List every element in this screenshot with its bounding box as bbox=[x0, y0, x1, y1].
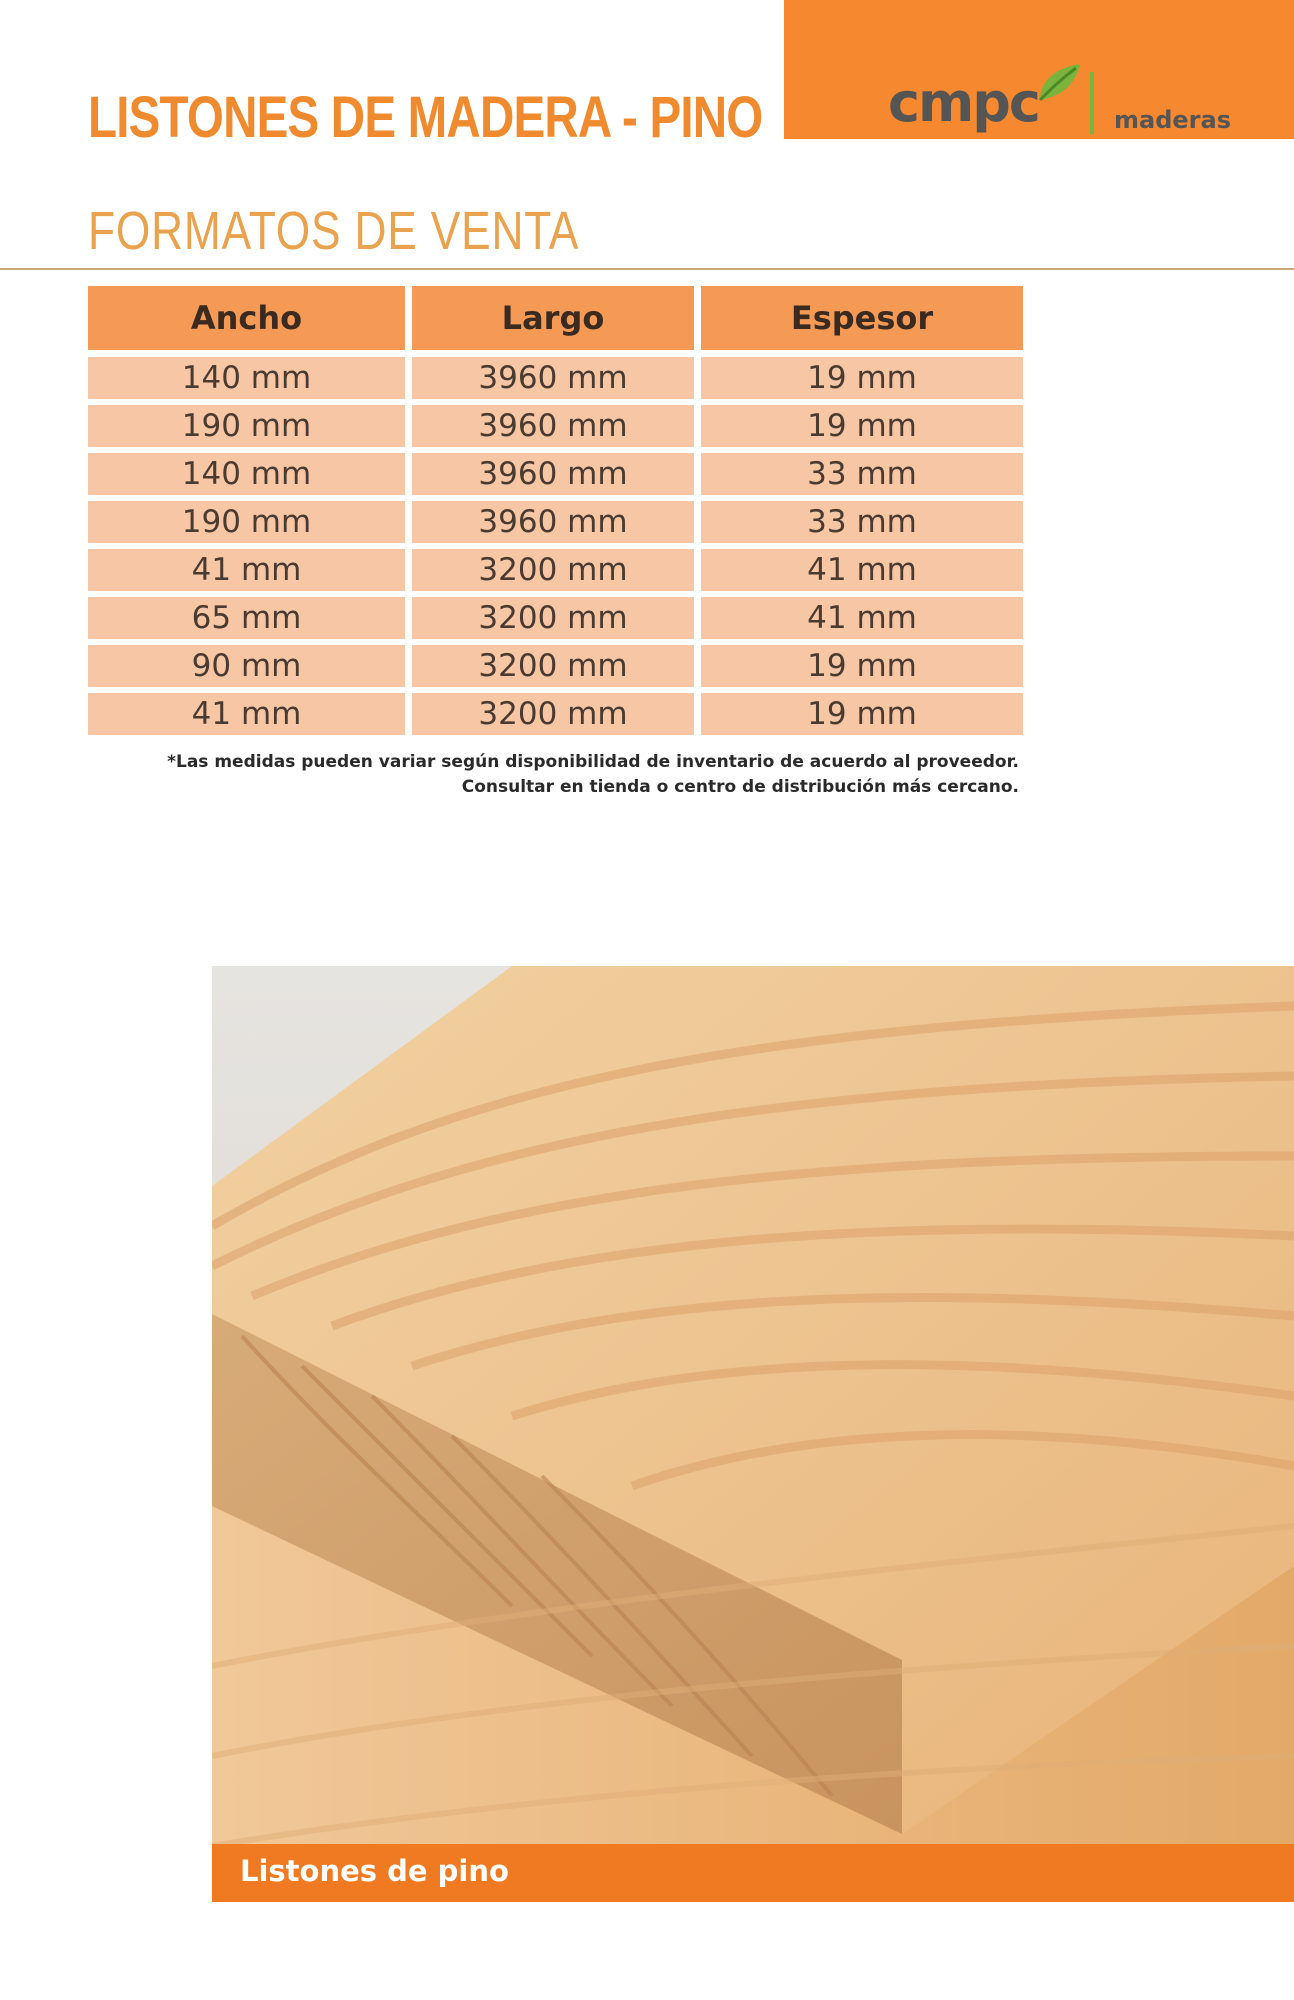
cell-largo: 3200 mm bbox=[412, 693, 694, 735]
pine-plank-illustration bbox=[212, 966, 1294, 1902]
leaf-icon bbox=[1036, 60, 1084, 102]
disclaimer-line-1: *Las medidas pueden variar según disponibilidad de inventario de acuerdo al proveedor. bbox=[167, 752, 1019, 772]
header-largo: Largo bbox=[412, 286, 694, 350]
cell-espesor: 19 mm bbox=[701, 693, 1023, 735]
table-row bbox=[88, 357, 1023, 399]
brand-divider bbox=[1090, 72, 1094, 134]
cell-espesor: 41 mm bbox=[701, 549, 1023, 591]
table-row bbox=[88, 597, 1023, 639]
disclaimer-note bbox=[167, 750, 1019, 800]
table-row bbox=[88, 645, 1023, 687]
brand-header bbox=[784, 0, 1294, 139]
cell-espesor: 41 mm bbox=[701, 597, 1023, 639]
table-row bbox=[88, 549, 1023, 591]
table-row bbox=[88, 693, 1023, 735]
cell-ancho: 90 mm bbox=[88, 645, 405, 687]
header-espesor: Espesor bbox=[701, 286, 1023, 350]
table-row bbox=[88, 405, 1023, 447]
cell-espesor: 33 mm bbox=[701, 501, 1023, 543]
cell-espesor: 19 mm bbox=[701, 405, 1023, 447]
table-row bbox=[88, 453, 1023, 495]
cell-ancho: 140 mm bbox=[88, 453, 405, 495]
cell-espesor: 19 mm bbox=[701, 357, 1023, 399]
formats-table bbox=[88, 286, 1023, 741]
cell-ancho: 65 mm bbox=[88, 597, 405, 639]
cell-largo: 3200 mm bbox=[412, 549, 694, 591]
cell-ancho: 41 mm bbox=[88, 693, 405, 735]
table-header-row bbox=[88, 286, 1023, 350]
disclaimer-line-2: Consultar en tienda o centro de distribución más cercano. bbox=[461, 777, 1019, 797]
cell-largo: 3200 mm bbox=[412, 597, 694, 639]
brand-logo-text: cmpc bbox=[888, 71, 1039, 134]
product-photo bbox=[212, 966, 1294, 1902]
brand-subtext: maderas bbox=[1114, 106, 1231, 134]
section-subtitle: FORMATOS DE VENTA bbox=[88, 201, 580, 261]
cell-ancho: 140 mm bbox=[88, 357, 405, 399]
cell-ancho: 41 mm bbox=[88, 549, 405, 591]
table-row bbox=[88, 501, 1023, 543]
cell-largo: 3960 mm bbox=[412, 501, 694, 543]
section-divider bbox=[0, 268, 1294, 270]
cell-largo: 3960 mm bbox=[412, 453, 694, 495]
cell-ancho: 190 mm bbox=[88, 405, 405, 447]
cell-largo: 3200 mm bbox=[412, 645, 694, 687]
page-title: LISTONES DE MADERA - PINO bbox=[88, 85, 763, 150]
cell-ancho: 190 mm bbox=[88, 501, 405, 543]
photo-caption-bar bbox=[212, 1844, 1294, 1902]
cell-espesor: 19 mm bbox=[701, 645, 1023, 687]
cell-espesor: 33 mm bbox=[701, 453, 1023, 495]
header-ancho: Ancho bbox=[88, 286, 405, 350]
cell-largo: 3960 mm bbox=[412, 405, 694, 447]
photo-caption: Listones de pino bbox=[240, 1854, 509, 1888]
cell-largo: 3960 mm bbox=[412, 357, 694, 399]
